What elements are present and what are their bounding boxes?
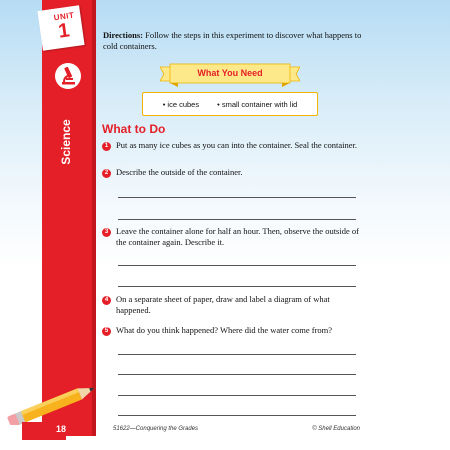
step-number: 5 (102, 327, 111, 336)
step-text: Describe the outside of the container. (116, 167, 243, 177)
step-text: Leave the container alone for half an hour. Then, observe the outside of the container again. Describe it. (116, 226, 359, 247)
answer-line[interactable] (118, 265, 356, 266)
answer-line[interactable] (118, 415, 356, 416)
step-text: On a separate sheet of paper, draw and label a diagram of what happened. (116, 294, 330, 315)
step-number: 1 (102, 142, 111, 151)
unit-label: UNIT (53, 10, 75, 23)
supply-item: • ice cubes (162, 99, 200, 109)
step-number: 4 (102, 296, 111, 305)
pencil-icon (0, 385, 110, 425)
answer-line[interactable] (118, 354, 356, 355)
answer-line[interactable] (118, 197, 356, 198)
answer-line[interactable] (118, 395, 356, 396)
unit-number: 1 (56, 19, 71, 43)
step-number: 2 (102, 169, 111, 178)
supply-item: • small container with lid (217, 99, 298, 109)
step-number: 3 (102, 228, 111, 237)
answer-line[interactable] (118, 374, 356, 375)
subject-label-text: Science (59, 119, 73, 165)
what-to-do-heading: What to Do (102, 122, 166, 136)
page-number: 18 (56, 424, 67, 434)
step-text: What do you think happened? Where did the water come from? (116, 325, 333, 335)
directions-label: Directions: (103, 30, 143, 40)
answer-line[interactable] (118, 286, 356, 287)
what-you-need-title: What You Need (197, 68, 263, 78)
microscope-icon (54, 62, 82, 90)
subject-label (48, 112, 84, 172)
what-you-need-box (142, 92, 318, 116)
directions-body: Follow the steps in this experiment to discover what happens to cold containers. (103, 30, 362, 51)
directions-text (103, 30, 363, 52)
step-text: Put as many ice cubes as you can into the container. Seal the container. (116, 140, 357, 150)
footer-copyright: © Shell Education (312, 426, 360, 432)
footer-book-title: 51622—Conquering the Grades (113, 426, 199, 432)
answer-line[interactable] (118, 219, 356, 220)
